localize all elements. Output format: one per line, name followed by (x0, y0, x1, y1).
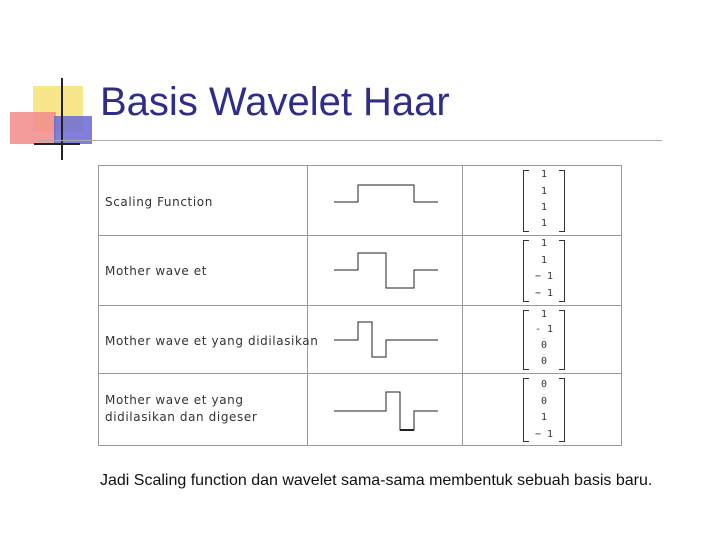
table-row (99, 306, 621, 374)
dilated-wavelet-plot (308, 306, 458, 374)
table-row (99, 236, 621, 306)
vector-value: 0 (540, 356, 548, 367)
vector-value: 1 (540, 238, 548, 249)
vector-value: − 1 (534, 271, 554, 282)
vector-value: − 1 (534, 429, 554, 440)
vector-value: − 1 (534, 288, 554, 299)
vector-value: 1 (540, 186, 548, 197)
title-divider (38, 140, 662, 141)
row-label: Scaling Function (105, 195, 213, 209)
vector-value: 1 (540, 412, 548, 423)
scaling-function-plot (308, 166, 458, 236)
decor-vertical-line (61, 78, 63, 160)
vector-value: 1 (540, 218, 548, 229)
row-label: Mother wave et yang didilasikan (105, 334, 319, 348)
vector-value: 1 (540, 309, 548, 320)
table-row (99, 374, 621, 446)
vector-value: 1 (540, 169, 548, 180)
vector-value: 0 (540, 396, 548, 407)
vector-value: 0 (540, 379, 548, 390)
coefficient-vector (519, 306, 569, 374)
haar-basis-table (98, 165, 622, 446)
table-row (99, 166, 621, 236)
coefficient-vector (519, 374, 569, 446)
dilated-shifted-wavelet-plot (308, 374, 458, 446)
coefficient-vector (519, 166, 569, 236)
row-label: Mother wave et yang didilasikan dan digeser (105, 393, 258, 424)
vector-value: 0 (540, 340, 548, 351)
decor-horizontal-line (34, 143, 80, 145)
slide-title: Basis Wavelet Haar (100, 80, 450, 124)
vector-value: 1 (540, 202, 548, 213)
slide-caption: Jadi Scaling function dan wavelet sama-sama membentuk sebuah basis baru. (100, 472, 653, 489)
row-label: Mother wave et (105, 264, 208, 278)
vector-value: 1 (540, 255, 548, 266)
vector-value: - 1 (534, 324, 554, 335)
coefficient-vector (519, 236, 569, 306)
mother-wavelet-plot (308, 236, 458, 306)
